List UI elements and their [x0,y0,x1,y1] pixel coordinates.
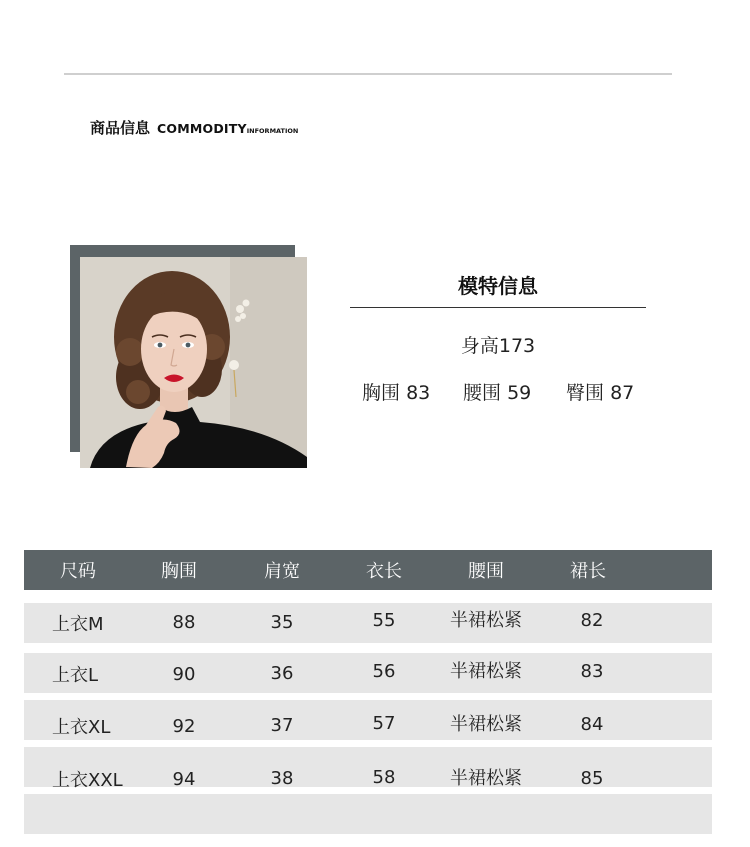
cell-length: 56 [372,661,396,682]
header-length: 衣长 [366,561,402,582]
cell-size: 上衣XXL [52,770,123,791]
cell-bust: 94 [172,769,196,790]
model-hip-label: 臀围 [566,382,605,404]
cell-skirt-length: 82 [580,610,604,631]
model-waist [463,378,531,405]
table-row [24,653,712,693]
section-heading-en-small: INFORMATION [246,127,299,135]
table-row [24,700,712,740]
section-heading [90,117,298,138]
cell-waist: 半裙松紧 [450,714,522,735]
top-divider [64,73,672,75]
table-row [24,794,712,834]
table-row [24,603,712,643]
model-photo [80,257,307,468]
model-waist-value: 59 [507,382,532,404]
cell-bust: 90 [172,664,196,685]
cell-length: 55 [372,610,396,631]
model-info-title: 模特信息 [458,274,538,298]
cell-skirt-length: 83 [580,661,604,682]
size-table-header [24,550,712,590]
model-waist-label: 腰围 [463,382,502,404]
cell-waist: 半裙松紧 [450,610,522,631]
header-bust: 胸围 [161,561,197,582]
header-skirt-length: 裙长 [570,561,606,582]
header-waist: 腰围 [468,561,504,582]
cell-skirt-length: 85 [580,768,604,789]
cell-waist: 半裙松紧 [450,661,522,682]
cell-bust: 88 [172,612,196,633]
cell-size: 上衣M [52,614,104,635]
model-bust-value: 83 [406,382,431,404]
table-row [24,747,712,791]
cell-length: 57 [372,713,396,734]
cell-shoulder: 36 [270,663,294,684]
model-height: 身高173 [460,335,536,357]
cell-skirt-length: 84 [580,714,604,735]
model-hip-value: 87 [610,382,635,404]
model-hip [566,378,634,405]
cell-waist: 半裙松紧 [450,768,522,789]
header-size: 尺码 [60,561,96,582]
cell-shoulder: 38 [270,768,294,789]
cell-length: 58 [372,767,396,788]
cell-size: 上衣XL [52,717,111,738]
cell-bust: 92 [172,716,196,737]
cell-shoulder: 37 [270,715,294,736]
section-heading-en: COMMODITY [157,121,247,136]
cell-shoulder: 35 [270,612,294,633]
section-heading-cn: 商品信息 [90,119,151,137]
model-info-divider [350,307,646,308]
cell-size [52,794,152,834]
model-bust [362,378,430,405]
header-shoulder: 肩宽 [264,561,300,582]
model-bust-label: 胸围 [362,382,401,404]
cell-size: 上衣L [52,665,99,686]
